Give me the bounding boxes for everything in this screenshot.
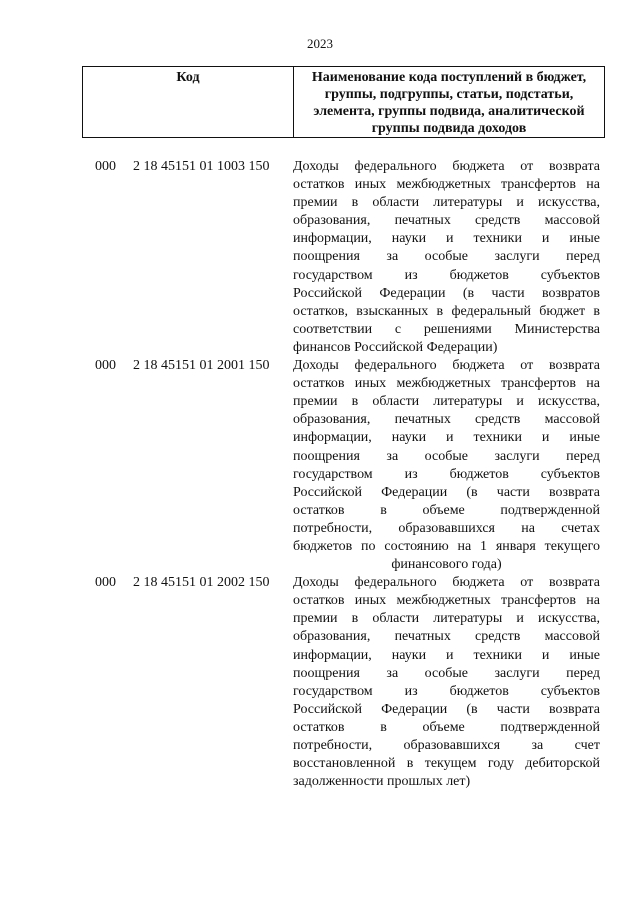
revenue-code-list bbox=[95, 158, 607, 791]
revenue-code: 2 18 45151 01 2001 150 bbox=[133, 358, 270, 374]
description-line: государством из бюджетов субъектов bbox=[293, 683, 600, 699]
admin-code: 000 bbox=[95, 575, 116, 591]
description-line: бюджетов по состоянию на 1 января текущего bbox=[293, 538, 600, 554]
revenue-description bbox=[293, 574, 600, 791]
revenue-description bbox=[293, 158, 600, 357]
description-line: Российской Федерации (в части возврата bbox=[293, 484, 600, 500]
header-name-cell bbox=[294, 67, 605, 138]
description-line: финансового года) bbox=[391, 557, 502, 573]
description-line: задолженности прошлых лет) bbox=[293, 774, 471, 790]
description-line: образования, печатных средств массовой bbox=[293, 213, 600, 229]
header-name-line: группы, подгруппы, статьи, подстатьи, bbox=[324, 87, 574, 102]
description-line: государством из бюджетов субъектов bbox=[293, 466, 600, 482]
description-line: премии в области литературы и искусства, bbox=[293, 611, 600, 627]
table-row bbox=[95, 158, 607, 357]
description-line: информации, науки и техники и иные bbox=[293, 647, 600, 663]
description-line: Доходы федерального бюджета от возврата bbox=[293, 575, 600, 591]
description-line: образования, печатных средств массовой bbox=[293, 412, 600, 428]
revenue-code: 2 18 45151 01 2002 150 bbox=[133, 575, 270, 591]
description-line: восстановленной в текущем году дебиторской bbox=[293, 756, 600, 772]
header-name-line: группы подвида доходов bbox=[371, 121, 527, 136]
description-line: потребности, образовавшихся на счетах bbox=[293, 520, 600, 536]
description-line: Российской Федерации (в части возврата bbox=[293, 701, 600, 717]
description-line: государством из бюджетов субъектов bbox=[293, 267, 600, 283]
description-line: Российской Федерации (в части возвратов bbox=[293, 285, 600, 301]
description-line: остатков, взысканных в федеральный бюджет в bbox=[293, 303, 600, 319]
admin-code: 000 bbox=[95, 159, 116, 174]
description-line: образования, печатных средств массовой bbox=[293, 629, 600, 645]
description-line: соответствии с решениями Министерства bbox=[293, 321, 600, 337]
description-line: остатков иных межбюджетных трансфертов на bbox=[293, 593, 600, 609]
description-line: премии в области литературы и искусства, bbox=[293, 394, 600, 410]
description-line: поощрения за особые заслуги перед bbox=[293, 249, 600, 265]
description-line: Доходы федерального бюджета от возврата bbox=[293, 358, 600, 374]
table-header bbox=[82, 66, 605, 138]
page-number: 2023 bbox=[307, 36, 333, 51]
header-code-label: Код bbox=[176, 70, 200, 85]
description-line: премии в области литературы и искусства, bbox=[293, 195, 600, 211]
revenue-code: 2 18 45151 01 1003 150 bbox=[133, 159, 270, 174]
table-row bbox=[95, 357, 607, 574]
table-row bbox=[95, 574, 607, 791]
description-line: информации, науки и техники и иные bbox=[293, 430, 600, 446]
description-line: потребности, образовавшихся за счет bbox=[293, 738, 600, 753]
description-line: поощрения за особые заслуги перед bbox=[293, 665, 600, 681]
header-code-cell bbox=[83, 67, 294, 138]
header-name-line: элемента, группы подвида, аналитической bbox=[313, 104, 585, 119]
admin-code: 000 bbox=[95, 358, 116, 374]
description-line: финансов Российской Федерации) bbox=[293, 339, 498, 355]
revenue-description bbox=[293, 357, 600, 574]
description-line: поощрения за особые заслуги перед bbox=[293, 448, 600, 464]
header-name-line: Наименование кода поступлений в бюджет, bbox=[311, 70, 587, 85]
description-line: остатков иных межбюджетных трансфертов на bbox=[293, 376, 600, 392]
description-line: информации, науки и техники и иные bbox=[293, 231, 600, 247]
description-line: остатков иных межбюджетных трансфертов на bbox=[293, 177, 600, 193]
description-line: остатков в объеме подтвержденной bbox=[293, 502, 600, 518]
description-line: Доходы федерального бюджета от возврата bbox=[293, 159, 600, 174]
description-line: остатков в объеме подтвержденной bbox=[293, 719, 600, 735]
